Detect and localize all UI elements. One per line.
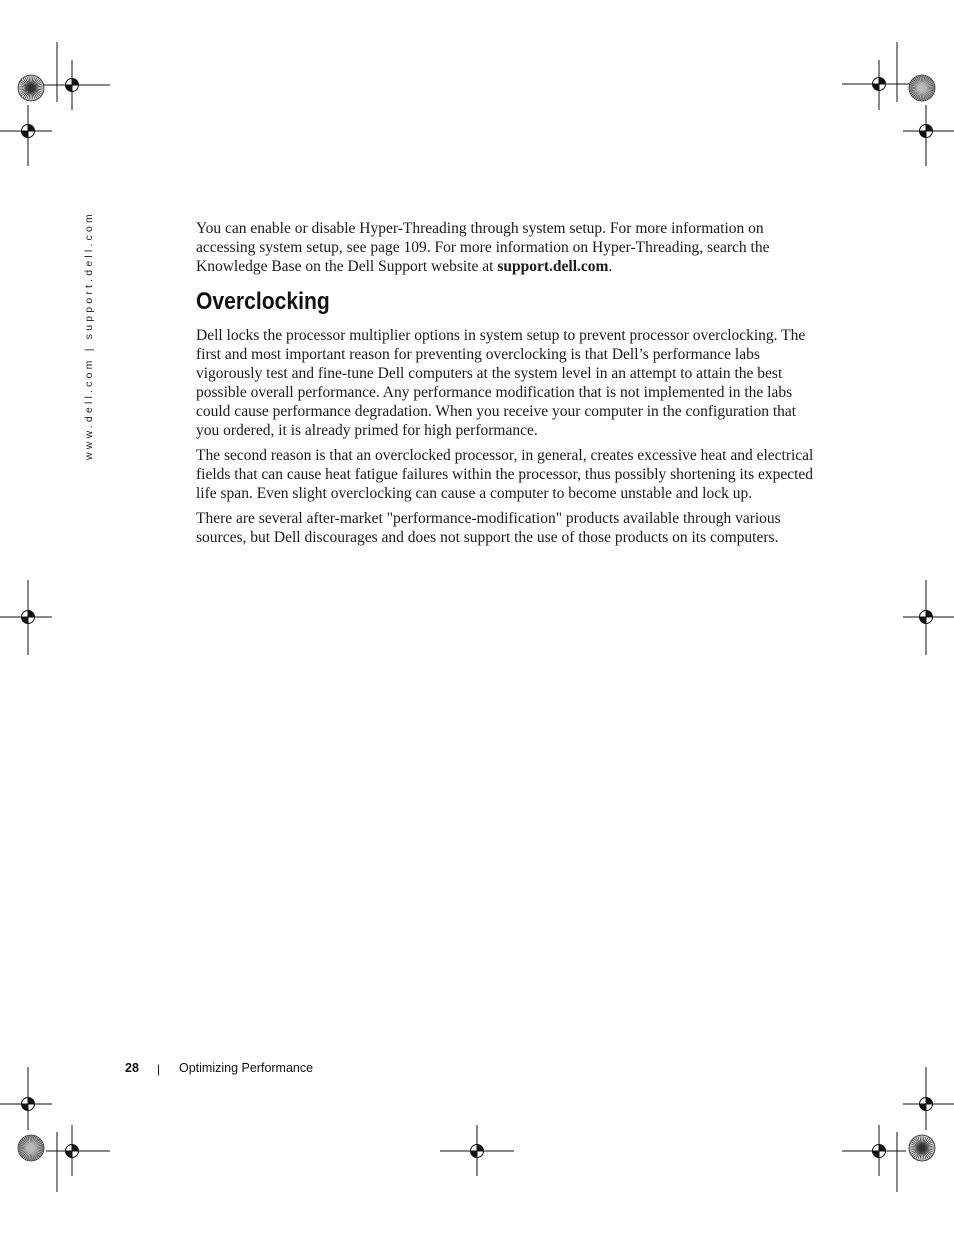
body-paragraph-3: There are several after-market "performance-modification" products available through various sources, but Dell discourages and does not support the use of those products on its computers. [196,510,781,546]
page-number: 28 [125,1061,139,1075]
footer-separator: | [157,1062,161,1076]
sidebar-url: www.dell.com | support.dell.com [83,211,95,460]
support-link[interactable]: support.dell.com [497,258,609,275]
intro-text-end: . [608,258,613,275]
intro-text: You can enable or disable Hyper-Threading through system setup. For more information on accessing system setup, see page 109. For more information on Hyper-Threading, search the Knowledge Base on the Dell Support website at [196,220,770,275]
registration-starburst-icon [18,75,44,101]
chapter-title: Optimizing Performance [179,1061,314,1075]
intro-paragraph [196,219,818,276]
registration-starburst-icon [18,1135,44,1161]
body-paragraph-1: Dell locks the processor multiplier options in system setup to prevent processor overclocking. The first and most important reason for preventing overclocking is that Dell’s performance labs vigorously test and fine-tune Dell computers at the system level in an attempt to attain the best possible overall performance. Any performance modification that is not implemented in the labs could cause performance degradation. When you receive your computer in the configuration that you ordered, it is already primed for high performance. [196,327,806,439]
registration-starburst-icon [909,75,935,101]
section-heading: Overclocking [196,288,330,315]
registration-starburst-icon [909,1135,935,1161]
main-content [196,219,818,553]
body-paragraph-2: The second reason is that an overclocked processor, in general, creates excessive heat and electrical fields that can cause heat fatigue failures within the processor, thus possibly shortening its expected life span. Even slight overclocking can cause a computer to become unstable and lock up. [196,447,814,502]
